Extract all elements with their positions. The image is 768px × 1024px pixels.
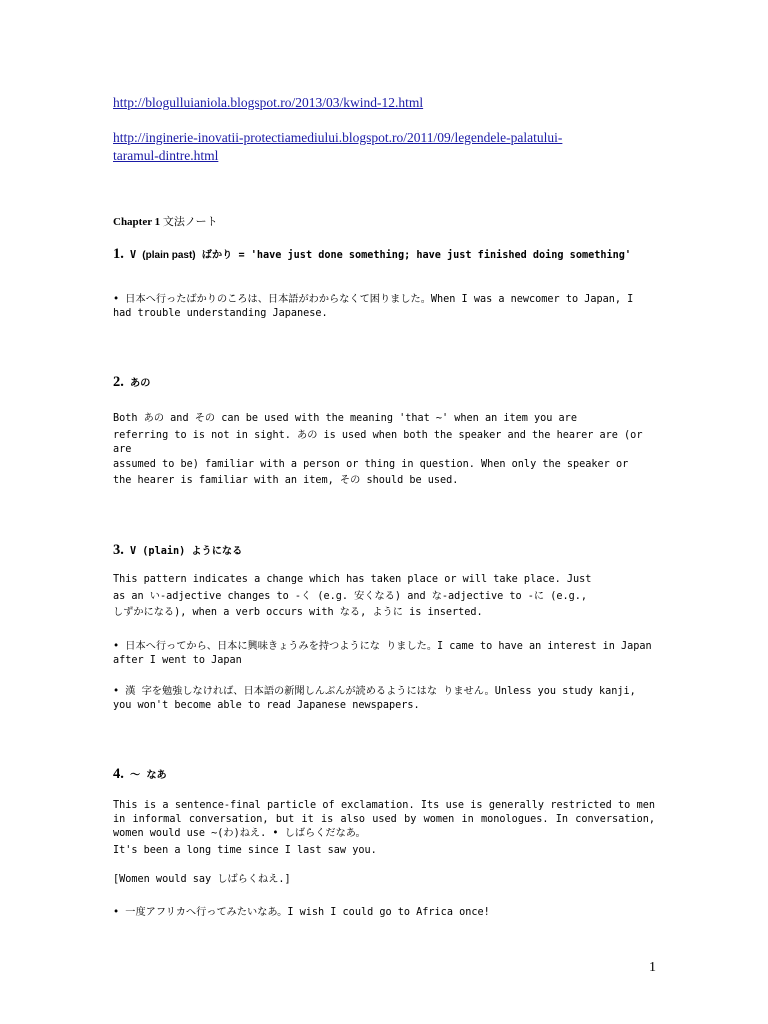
section-1-v: V xyxy=(130,250,137,261)
section-2-heading-text: あの xyxy=(130,378,151,389)
section-2-line-3: assumed to be) familiar with a person or thing in question. When only the speaker or xyxy=(113,459,629,470)
section-4-heading-text: ～ なあ xyxy=(130,770,167,781)
section-4-heading xyxy=(113,767,655,783)
section-4-number: 4. xyxy=(113,766,124,782)
section-3-line-2: as an い-adjective changes to -く (e.g. 安くなる) and な-adjective to -に (e.g., xyxy=(113,591,588,602)
link-2-line-1[interactable]: http://inginerie-inovatii-protectiamediului.blogspot.ro/2011/09/legendele-palatului- xyxy=(113,130,563,145)
section-4-paragraph xyxy=(113,799,655,841)
section-3-heading-text: ようになる xyxy=(191,546,243,557)
section-1-heading xyxy=(113,247,655,263)
section-3-line-1: This pattern indicates a change which has taken place or will take place. Just xyxy=(113,574,592,585)
section-1-number: 1. xyxy=(113,246,124,262)
section-4-note xyxy=(113,873,655,887)
section-2-line-4: the hearer is familiar with an item, その should be used. xyxy=(113,475,459,486)
section-3-example-2 xyxy=(113,685,655,713)
section-1-example xyxy=(113,293,655,321)
section-2-line-2: referring to is not in sight. あの is used when both the speaker and the hearer are (or are xyxy=(113,430,643,455)
section-3-v: V xyxy=(130,546,137,557)
section-3-example-1 xyxy=(113,640,655,668)
section-3-paragraph xyxy=(113,573,655,620)
section-3-number: 3. xyxy=(113,542,124,558)
chapter-label: Chapter 1 xyxy=(113,216,161,228)
section-2-paragraph xyxy=(113,411,655,488)
section-4-paragraph-text: This is a sentence-final particle of exclamation. Its use is generally restricted to men in informal conversation, but it is also used by women in monologues. In conversation, women would use ~(わ)ねえ. • しばらくだなあ。 xyxy=(113,800,655,839)
section-2-line-1: Both あの and その can be used with the meaning 'that ~' when an item you are xyxy=(113,413,577,424)
blog-link-1[interactable] xyxy=(113,94,423,112)
section-4-note-text: [Women would say しばらくねえ.] xyxy=(113,874,291,885)
section-4-translation xyxy=(113,844,655,858)
link-2-line-2[interactable]: taramul-dintre.html xyxy=(113,148,219,163)
section-1-example-text: • 日本へ行ったばかりのころは、日本語がわからなくて困りました。When I was a newcomer to Japan, I had trouble understanding Japanese. xyxy=(113,294,634,319)
section-3-heading xyxy=(113,543,655,559)
chapter-title: 文法ノート xyxy=(162,216,218,228)
section-3-line-3: しずかになる), when a verb occurs with なる, ように is inserted. xyxy=(113,607,483,618)
section-4-example-text: • 一度アフリカへ行ってみたいなあ。I wish I could go to Africa once! xyxy=(113,907,490,918)
section-2-number: 2. xyxy=(113,374,124,390)
chapter-heading xyxy=(113,213,218,229)
section-1-heading-text: ばかり = 'have just done something; have just finished doing something' xyxy=(201,250,632,261)
section-3-example-1-text: • 日本へ行ってから、日本に興味きょうみを持つようにな りました。I came to have an interest in Japan after I went to Japan xyxy=(113,641,652,666)
section-3-plain: (plain) xyxy=(142,546,186,557)
section-3-example-2-text: • 漢 字を勉強しなければ、日本語の新聞しんぶんが読めるようにはな りません。Unless you study kanji, you won't become able to read Japanese newspapers. xyxy=(113,686,636,711)
page-number: 1 xyxy=(649,960,656,975)
section-4-translation-text: It's been a long time since I last saw you. xyxy=(113,845,377,856)
blog-link-2[interactable] xyxy=(113,129,562,165)
section-4-example xyxy=(113,906,655,920)
link-1-line-1[interactable]: http://blogulluianiola.blogspot.ro/2013/03/kwind-12.html xyxy=(113,95,424,110)
section-1-plain-past: (plain past) xyxy=(142,250,196,261)
section-2-heading xyxy=(113,375,655,391)
